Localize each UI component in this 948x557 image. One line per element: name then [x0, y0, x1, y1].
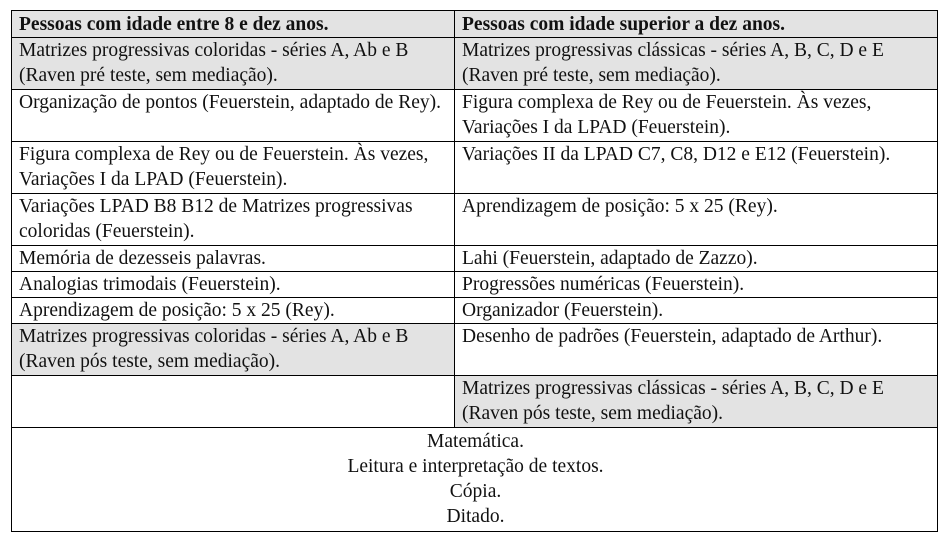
- footer-item-ditado: Ditado.: [446, 506, 505, 527]
- cell-right: Desenho de padrões (Feuerstein, adaptado de Arthur).: [455, 324, 938, 376]
- cell-left-empty: [12, 376, 455, 428]
- table-row: [12, 38, 938, 90]
- cell-left: Figura complexa de Rey ou de Feuerstein. Às vezes, Variações I da LPAD (Feuerstein).: [12, 142, 455, 194]
- footer-item-leitura: Leitura e interpretação de textos.: [347, 456, 604, 477]
- table-row: [12, 324, 938, 376]
- cell-right: Variações II da LPAD C7, C8, D12 e E12 (Feuerstein).: [455, 142, 938, 194]
- header-left-age-8-10: Pessoas com idade entre 8 e dez anos.: [12, 11, 455, 38]
- cell-right: Matrizes progressivas clássicas - séries A, B, C, D e E (Raven pré teste, sem mediação).: [455, 38, 938, 90]
- cell-right: Progressões numéricas (Feuerstein).: [455, 272, 938, 298]
- cell-right: Lahi (Feuerstein, adaptado de Zazzo).: [455, 246, 938, 272]
- assessment-table: [11, 10, 938, 532]
- cell-right: Aprendizagem de posição: 5 x 25 (Rey).: [455, 194, 938, 246]
- table-header-row: [12, 11, 938, 38]
- table-row: [12, 90, 938, 142]
- header-right-age-over-10: Pessoas com idade superior a dez anos.: [455, 11, 938, 38]
- cell-left: Memória de dezesseis palavras.: [12, 246, 455, 272]
- table-row: [12, 376, 938, 428]
- table-footer-row: [12, 428, 938, 532]
- table-row: [12, 142, 938, 194]
- common-subjects-cell: [12, 428, 938, 532]
- table-row: [12, 246, 938, 272]
- cell-left: Organização de pontos (Feuerstein, adaptado de Rey).: [12, 90, 455, 142]
- cell-right: Organizador (Feuerstein).: [455, 298, 938, 324]
- cell-right: Figura complexa de Rey ou de Feuerstein. Às vezes, Variações I da LPAD (Feuerstein).: [455, 90, 938, 142]
- cell-left: Aprendizagem de posição: 5 x 25 (Rey).: [12, 298, 455, 324]
- table-row: [12, 194, 938, 246]
- cell-left: Matrizes progressivas coloridas - séries A, Ab e B (Raven pré teste, sem mediação).: [12, 38, 455, 90]
- cell-right: Matrizes progressivas clássicas - séries A, B, C, D e E (Raven pós teste, sem mediação).: [455, 376, 938, 428]
- table-row: [12, 298, 938, 324]
- footer-item-copia: Cópia.: [449, 481, 502, 502]
- cell-left: Variações LPAD B8 B12 de Matrizes progressivas coloridas (Feuerstein).: [12, 194, 455, 246]
- footer-item-matematica: Matemática.: [427, 431, 524, 452]
- cell-left: Analogias trimodais (Feuerstein).: [12, 272, 455, 298]
- cell-left: Matrizes progressivas coloridas - séries A, Ab e B (Raven pós teste, sem mediação).: [12, 324, 455, 376]
- table-row: [12, 272, 938, 298]
